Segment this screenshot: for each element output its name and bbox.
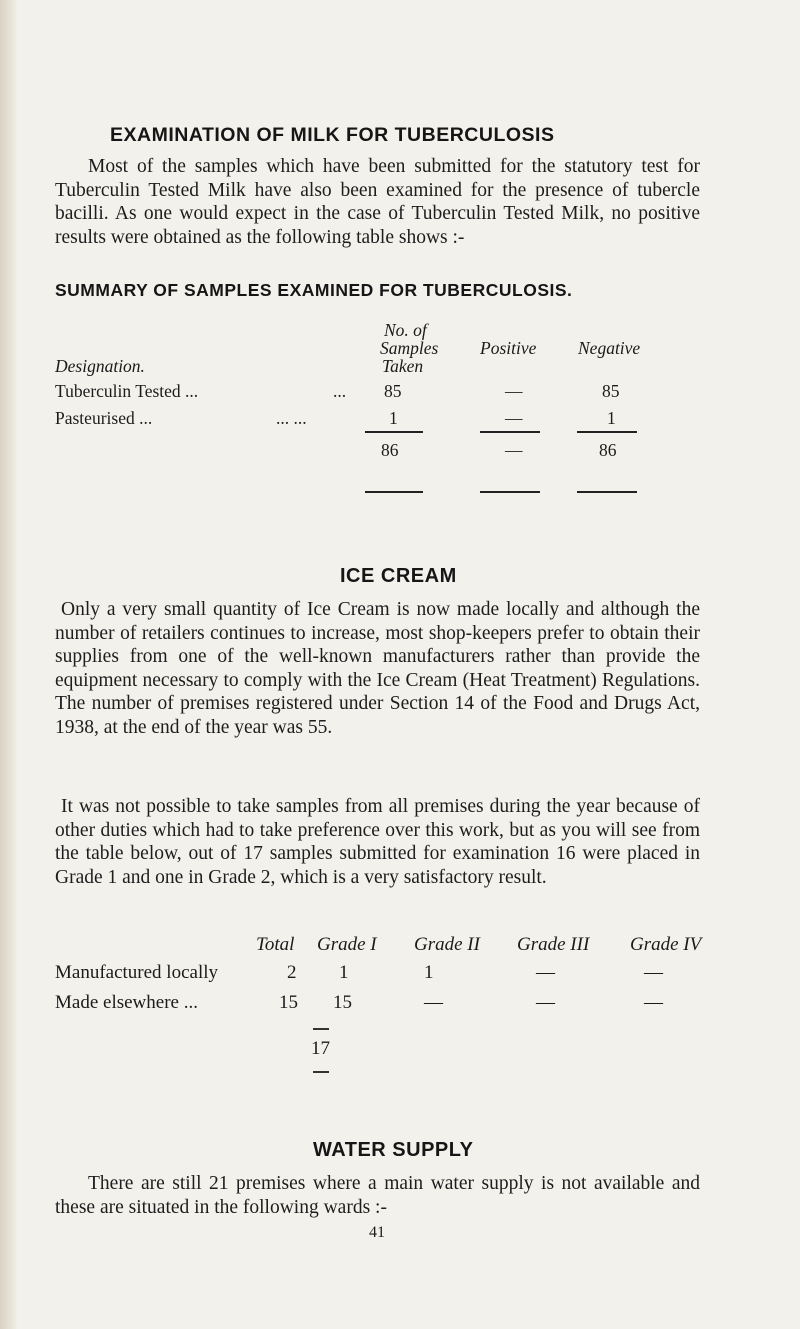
grade-row1-grade-1: 1 (339, 962, 349, 983)
grade-total: 17 (311, 1038, 330, 1059)
total-rule-negative (577, 491, 637, 493)
grade-row2-total: 15 (279, 992, 298, 1013)
grade-header-grade-3: Grade III (517, 934, 590, 955)
subtotal-rule-positive (480, 431, 540, 433)
grade-row1-grade-4: — (644, 962, 663, 983)
grade-header-grade-2: Grade II (414, 934, 480, 955)
ice-cream-paragraph-1: Only a very small quantity of Ice Cream is now made locally and although the number of retailers continues to increase, most shop-keepers prefer to obtain their supplies from one of the well-known manufacturers rather than provide the equipment necessary to comply with the Ice Cream (Heat Treatment) Regulations. The number of premises registered under Section 14 of the Food and Drugs Act, 1938, at the end of the year was 55. (55, 599, 700, 738)
water-supply-paragraph: There are still 21 premises where a main water supply is not available and these are situated in the following wards :- (55, 1173, 700, 1218)
totals-samples: 86 (381, 440, 399, 460)
page-number: 41 (369, 1224, 385, 1241)
col-header-designation: Designation. (55, 356, 145, 376)
total-rule-samples (365, 491, 423, 493)
grade-total-rule-bottom (313, 1071, 329, 1073)
grade-row1-total: 2 (287, 962, 297, 983)
grade-row2-grade-4: — (644, 992, 663, 1013)
col-header-positive: Positive (480, 338, 537, 358)
grade-header-grade-1: Grade I (317, 934, 377, 955)
summary-table-title: SUMMARY OF SAMPLES EXAMINED FOR TUBERCULOSIS. (55, 280, 573, 300)
grade-row1-grade-3: — (536, 962, 555, 983)
milk-heading: EXAMINATION OF MILK FOR TUBERCULOSIS (110, 124, 555, 146)
ice-cream-heading: ICE CREAM (340, 565, 457, 587)
row1-dots: ... (333, 381, 347, 401)
row1-samples: 85 (384, 381, 402, 401)
grade-row2-grade-1: 15 (333, 992, 352, 1013)
row1-designation: Tuberculin Tested ... (55, 381, 199, 401)
col-header-samples-line1: No. of (384, 320, 427, 340)
row2-negative: 1 (607, 408, 616, 428)
grade-header-total: Total (256, 934, 295, 955)
col-header-samples-line2: Samples (380, 338, 439, 358)
row2-designation: Pasteurised ... (55, 408, 153, 428)
col-header-samples-line3: Taken (382, 356, 424, 376)
milk-paragraph: Most of the samples which have been submitted for the statutory test for Tuberculin Tested Milk have also been examined for the presence of tubercle bacilli. As one would expect in the case of Tuberculin Tested Milk, no positive results were obtained as the following table shows :- (55, 156, 700, 248)
row1-positive: — (505, 381, 523, 401)
grade-header-grade-4: Grade IV (630, 934, 702, 955)
row2-samples: 1 (389, 408, 398, 428)
water-supply-heading: WATER SUPPLY (313, 1139, 474, 1161)
grade-row1-label: Manufactured locally (55, 962, 219, 983)
row2-dots: ... ... (276, 408, 307, 428)
row1-negative: 85 (602, 381, 620, 401)
totals-negative: 86 (599, 440, 617, 460)
grade-row2-grade-2: — (424, 992, 443, 1013)
totals-positive: — (505, 440, 523, 460)
grade-row2-grade-3: — (536, 992, 555, 1013)
col-header-negative: Negative (578, 338, 641, 358)
subtotal-rule-negative (577, 431, 637, 433)
ice-cream-paragraph-2: It was not possible to take samples from all premises during the year because of other duties which had to take preference over this work, but as you will see from the table below, out of 17 samples submitted for examination 16 were placed in Grade 1 and one in Grade 2, which is a very satisfactory result. (55, 796, 700, 888)
grade-row2-label: Made elsewhere ... (55, 992, 198, 1013)
grade-row1-grade-2: 1 (424, 962, 434, 983)
total-rule-positive (480, 491, 540, 493)
grade-total-rule-top (313, 1028, 329, 1030)
row2-positive: — (505, 408, 523, 428)
subtotal-rule-samples (365, 431, 423, 433)
